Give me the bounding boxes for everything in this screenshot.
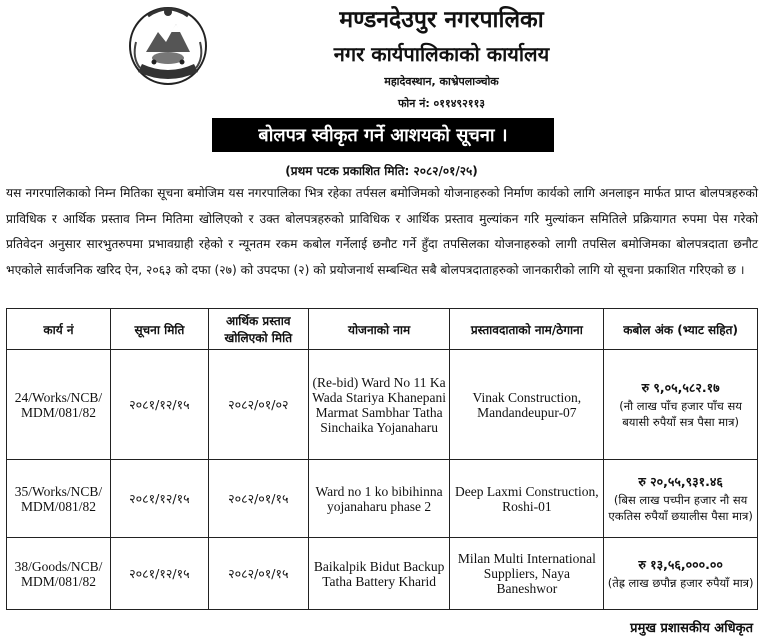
bid-table: [6, 308, 758, 610]
amount-cell: [604, 350, 758, 460]
amount-words: (तेह्र लाख छपौन्न हजार रुपैयाँ मात्र): [607, 575, 754, 590]
col-header-work-no: कार्य नं: [7, 309, 111, 350]
office-name: नगर कार्यपालिकाको कार्यालय: [333, 42, 550, 66]
project-cell: Ward no 1 ko bibihinna yojanaharu phase 2: [308, 460, 450, 538]
notice-date-cell: २०८१/१२/१५: [110, 538, 208, 610]
col-header-bidder: प्रस्तावदाताको नाम/ठेगाना: [450, 309, 604, 350]
col-header-amount: कबोल अंक (भ्याट सहित): [604, 309, 758, 350]
amount-value: रु १३,५६,०००.००: [638, 556, 723, 572]
amount-value: रु ९,०५,५८२.१७: [641, 379, 720, 395]
project-cell: Baikalpik Bidut Backup Tatha Battery Kharid: [308, 538, 450, 610]
work-no-cell: 35/Works/NCB/ MDM/081/82: [7, 460, 111, 538]
project-cell: (Re-bid) Ward No 11 Ka Wada Stariya Khanepani Marmat Sambhar Tatha Sinchaika Yojanaharu: [308, 350, 450, 460]
amount-words: (नौ लाख पाँच हजार पाँच सय बयासी रुपैयाँ सत्र पैसा मात्र): [619, 398, 742, 429]
bidder-cell: Vinak Construction, Mandandeupur-07: [450, 350, 604, 460]
work-no-cell: 24/Works/NCB/ MDM/081/82: [7, 350, 111, 460]
amount-words: (बिस लाख पच्पीन हजार नौ सय एकतिस रुपैयाँ छयालीस पैसा मात्र): [608, 492, 753, 523]
bidder-cell: Deep Laxmi Construction, Roshi-01: [450, 460, 604, 538]
notice-paragraph: यस नगरपालिकाको निम्न मितिका सूचना बमोजिम यस नगरपालिका भित्र रहेका तर्पसल बमोजिमको योजनाहरुको निर्माण कार्यको लागि अनलाइन मार्फत प्राप्त बोलपत्रहरुको प्राविधिक र आर्थिक प्रस्ताव निम्न मितिमा खोलिएको र उक्त बोलपत्रहरुको प्राविधिक र आर्थिक प्रस्ताव मुल्यांकन गरि मुल्यांकन समितिले प्रक्रियागत रुपमा पेस गरेको प्रतिवेदन अनुसार सारभुतरुपमा प्रभावग्राही रहेको र न्यूनतम रकम कबोल गर्नेलाई छनौट गर्ने हुँदा तपसिलका योजनाहरुको लागी तपसिल बमोजिमका बोलपत्रदाता छनौट भएकोले सार्वजनिक खरिद ऐन, २०६३ को दफा (२७) को उपदफा (२) को प्रयोजनार्थ सम्बन्धित सबै बोलपत्रदाताहरुको जानकारीको लागि यो सूचना प्रकाशित गरिएको छ ।: [6, 186, 758, 277]
table-row: [7, 350, 758, 460]
municipality-name: मण्डनदेउपुर नगरपालिका: [339, 7, 544, 33]
bidder-cell: Milan Multi International Suppliers, Naya Baneshwor: [450, 538, 604, 610]
amount-cell: [604, 538, 758, 610]
table-row: [7, 538, 758, 610]
amount-value: रु २०,५५,९३१.४६: [638, 473, 723, 489]
office-phone: फोन नं: ०११४९२११३: [397, 97, 486, 110]
col-header-notice-date: सूचना मिति: [110, 309, 208, 350]
notice-title: बोलपत्र स्वीकृत गर्ने आशयको सूचना ।: [212, 118, 554, 152]
work-no-cell: 38/Goods/NCB/ MDM/081/82: [7, 538, 111, 610]
notice-date-cell: २०८१/१२/१५: [110, 460, 208, 538]
publication-date: (प्रथम पटक प्रकाशित मिति: २०८२/०१/२५): [285, 164, 478, 178]
signatory-title: प्रमुख प्रशासकीय अधिकृत: [630, 621, 753, 636]
table-row: [7, 460, 758, 538]
amount-cell: [604, 460, 758, 538]
notice-date-cell: २०८१/१२/१५: [110, 350, 208, 460]
col-header-open-date: आर्थिक प्रस्ताव खोलिएको मिति: [208, 309, 308, 350]
open-date-cell: २०८२/०१/१५: [208, 538, 308, 610]
open-date-cell: २०८२/०१/१५: [208, 460, 308, 538]
table-header-row: [7, 309, 758, 350]
col-header-project: योजनाको नाम: [308, 309, 450, 350]
office-address: महादेवस्थान, काभ्रेपलाञ्चोक: [384, 75, 499, 88]
open-date-cell: २०८२/०१/०२: [208, 350, 308, 460]
